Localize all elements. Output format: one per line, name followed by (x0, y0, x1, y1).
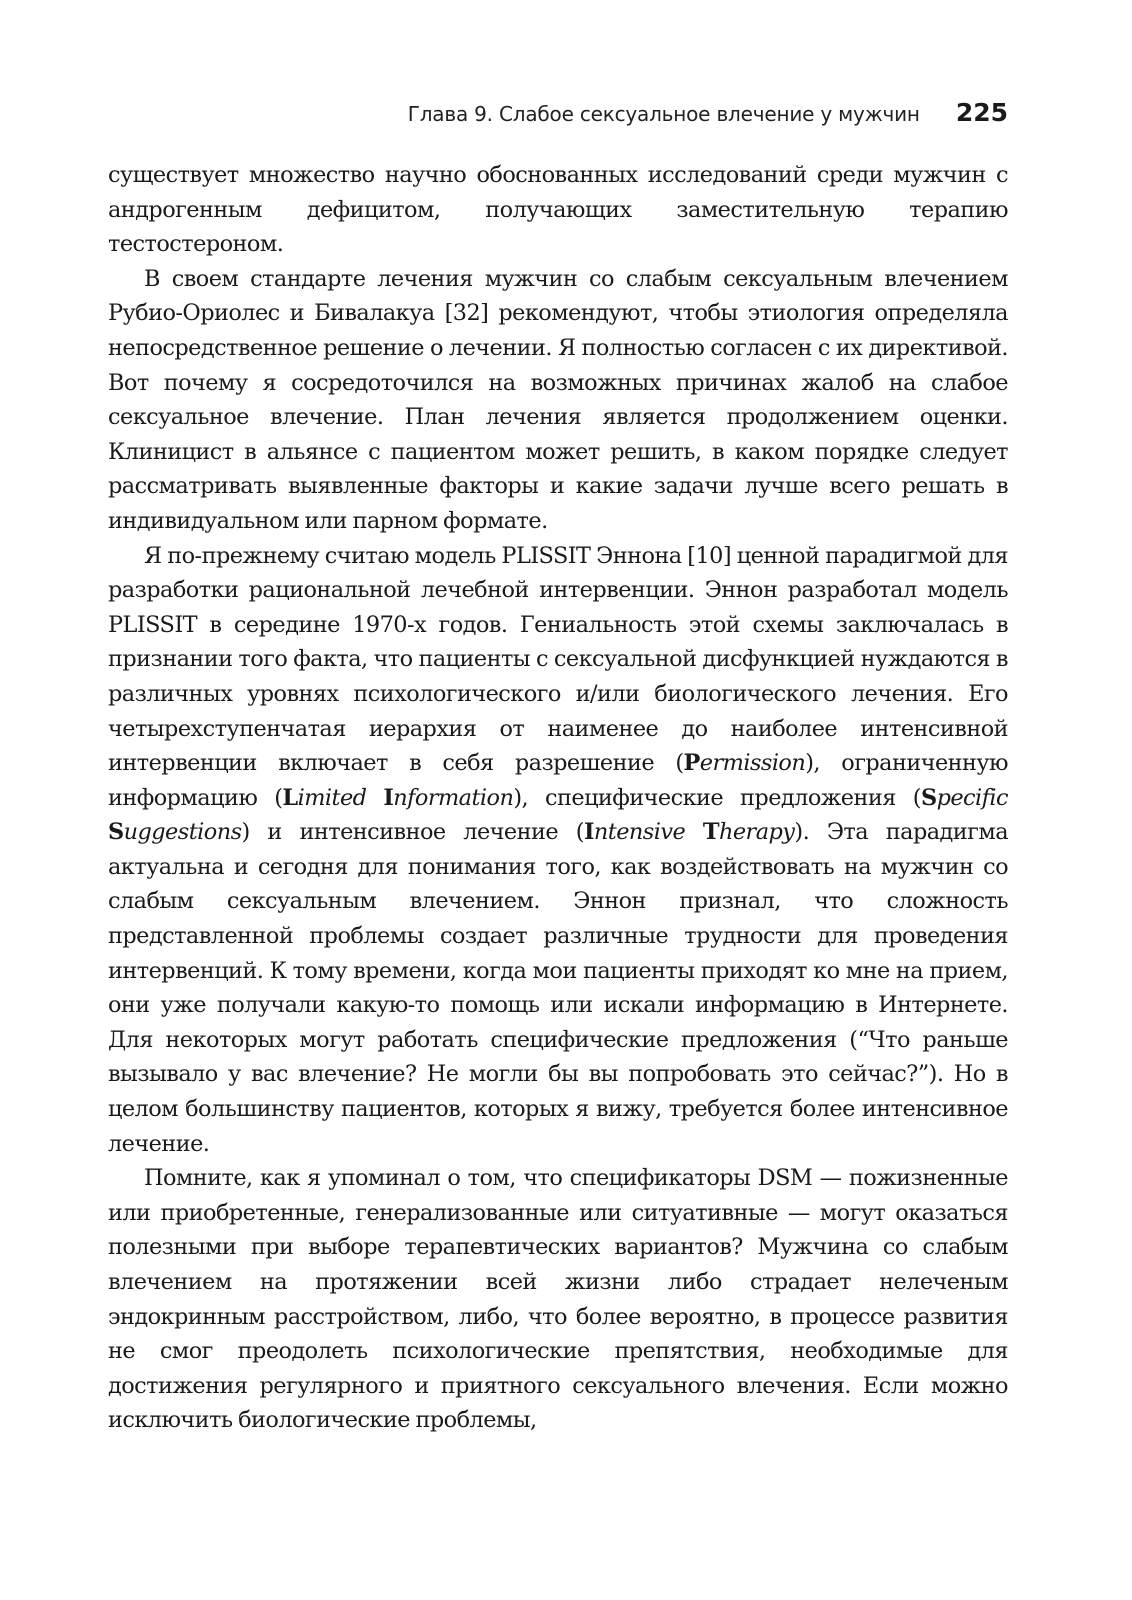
paragraph-1: существует множество научно обоснованных исследований среди мужчин с андрогенным дефицитом, получающих заместительную терапию тестостероном. (108, 162, 1008, 258)
term-limited-initial: L (282, 784, 298, 811)
term-permission-initial: P (683, 750, 700, 777)
body-text (108, 158, 1008, 1438)
book-page (108, 0, 1008, 1600)
chapter-title: Глава 9. Слабое сексуальное влечение у мужчин (407, 102, 920, 126)
term-therapy-initial: T (702, 819, 719, 846)
paragraph-3-text: ), специфические предложения ( (513, 784, 921, 811)
paragraph-3-text: ) и интенсивное лечение ( (241, 819, 584, 846)
term-intensive-rest: ntensive (593, 819, 703, 846)
term-limited-rest: imited (297, 784, 384, 811)
paragraph-3-text: ), ограниченную информацию ( (108, 750, 1008, 811)
page-number: 225 (955, 98, 1008, 127)
term-information-rest: nformation (393, 784, 514, 811)
term-suggestions-initial: S (108, 819, 124, 846)
paragraph-3-intro: Я по-прежнему считаю модель PLISSIT Эннона [10] ценной парадигмой для разработки рациональной лечебной интервенции. Эннон разработал модель PLISSIT в середине 1970-х годов. Гениальность этой схемы заключалась в признании того факта, что пациенты с сексуальной дисфункцией нуждаются в различных уровнях психологического и/или биологического лечения. Его четырехступенчатая иерархия от наименее до наиболее интенсивной интервенции включает в себя разрешение ( (108, 542, 1008, 777)
term-specific-initial: S (920, 784, 937, 811)
paragraph-2: В своем стандарте лечения мужчин со слабым сексуальным влечением Рубио-Ориолес и Бивалакуа [32] рекомендуют, чтобы этиология определяла непосредственное решение о лечении. Я полностью согласен с их директивой. Вот почему я сосредоточился на возможных причинах жалоб на слабое сексуальное влечение. План лечения является продолжением оценки. Клиницист в альянсе с пациентом может решить, в каком порядке следует рассматривать выявленные факторы и какие задачи лучше всего решать в индивидуальном или парном формате. (108, 265, 1008, 534)
running-header (408, 98, 1008, 138)
paragraph-3-outro: ). Эта парадигма актуальна и сегодня для понимания того, как воздействовать на мужчин со слабым сексуальным влечением. Эннон признал, что сложность представленной проблемы создает различные трудности для проведения интервенций. К тому времени, когда мои пациенты приходят ко мне на прием, они уже получали какую-то помощь или искали информацию в Интернете. Для некоторых могут работать специфические предложения (“Что раньше вызывало у вас влечение? Не могли бы вы попробовать это сейчас?”). Но в целом большинству пациентов, которых я вижу, требуется более интенсивное лечение. (108, 819, 1008, 1157)
paragraph-4: Помните, как я упоминал о том, что спецификаторы DSM — пожизненные или приобретенные, генерализованные или ситуативные — могут оказаться полезными при выборе терапевтических вариантов? Мужчина со слабым влечением на протяжении всей жизни либо страдает нелеченым эндокринным расстройством, либо, что более вероятно, в процессе развития не смог преодолеть психологические препятствия, необходимые для достижения регулярного и приятного сексуального влечения. Если можно исключить биологические проблемы, (108, 1165, 1008, 1434)
term-intensive-initial: I (583, 819, 594, 846)
term-information-initial: I (383, 784, 394, 811)
term-specific-rest: pecific (936, 784, 1008, 811)
term-permission-rest: ermission (699, 750, 806, 777)
term-suggestions-rest: uggestions (123, 819, 242, 846)
paragraph-3 (108, 539, 1008, 1162)
term-therapy-rest: herapy (718, 819, 795, 846)
